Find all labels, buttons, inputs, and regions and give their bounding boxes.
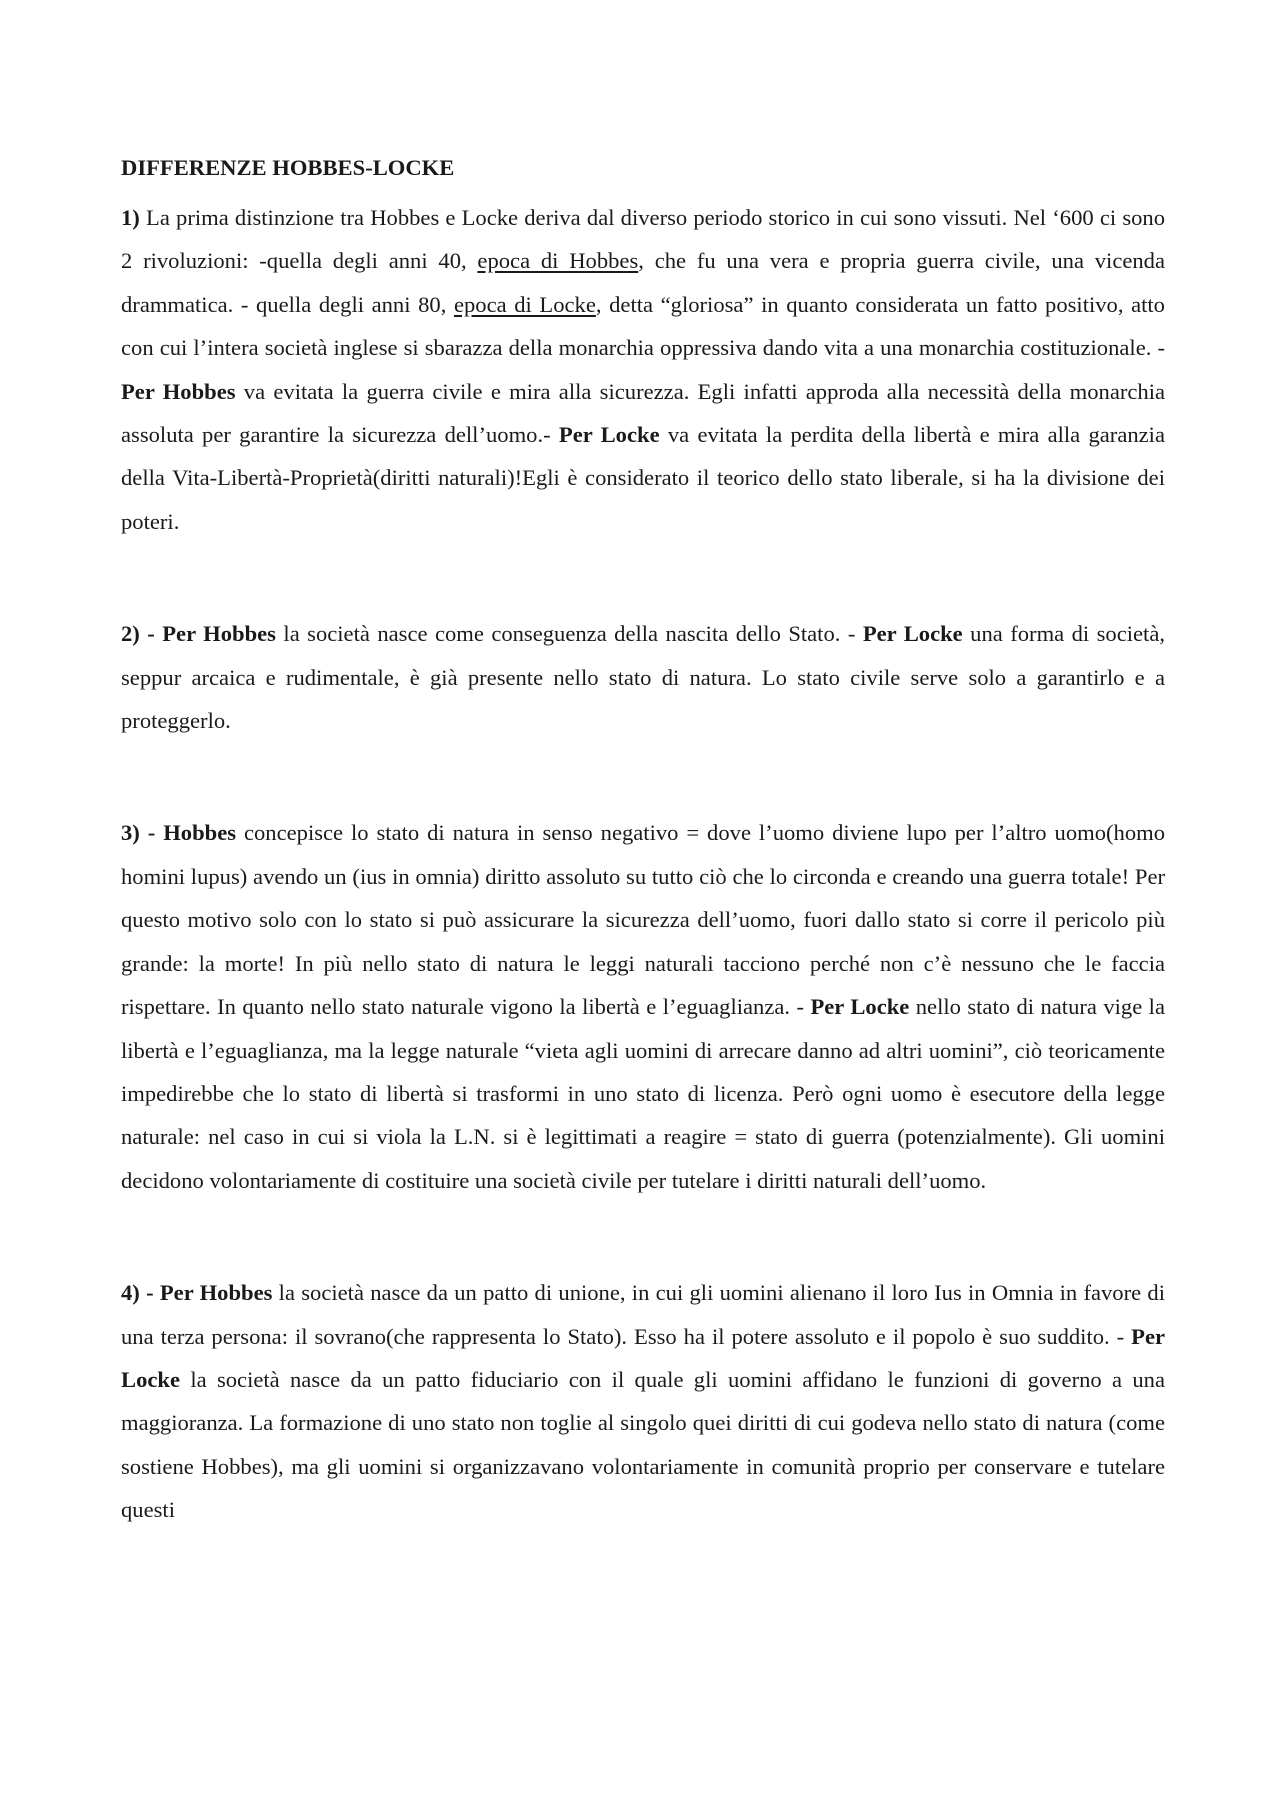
- document-body: [121, 150, 1165, 1532]
- section-text: Per Hobbes la società nasce come conseguenza della nascita dello Stato. - Per Locke una forma di società, seppur arcaica e rudimentale, è già presente nello stato di natura. Lo stato civile serve solo a garantirlo e a proteggerlo.: [121, 621, 1166, 734]
- section-text: La prima distinzione tra Hobbes e Locke deriva dal diverso periodo storico in cui sono vissuti. Nel ‘600 ci sono 2 rivoluzioni: -quella degli anni 40, epoca di Hobbes, che fu una vera e propria guerra civile, una vicenda drammatica. - quella degli anni 80, epoca di Locke, detta “gloriosa” in quanto considerata un fatto positivo, atto con cui l’intera società inglese si sbarazza della monarchia oppressiva dando vita a una monarchia costituzionale. - Per Hobbes va evitata la guerra civile e mira alla sicurezza. Egli infatti approda alla necessità della monarchia assoluta per garantire la sicurezza dell’uomo.- Per Locke va evitata la perdita della libertà e mira alla garanzia della Vita-Libertà-Proprietà(diritti naturali)!Egli è considerato il teorico dello stato liberale, si ha la divisione dei poteri.: [121, 205, 1166, 534]
- section-number: 4) -: [121, 1280, 154, 1306]
- section-number: 1): [121, 205, 140, 230]
- section-number: 2) -: [121, 621, 155, 647]
- section-3: [121, 811, 1165, 1202]
- section-2: [121, 612, 1165, 742]
- section-number: 3) -: [121, 820, 156, 846]
- document-title: DIFFERENZE HOBBES-LOCKE: [121, 155, 455, 180]
- section-1: [121, 196, 1165, 543]
- section-text: Per Hobbes la società nasce da un patto di unione, in cui gli uomini alienano il loro Ius in Omnia in favore di una terza persona: il sovrano(che rappresenta lo Stato). Esso ha il potere assoluto e il popolo è suo suddito. - Per Locke la società nasce da un patto fiduciario con il quale gli uomini affidano le funzioni di governo a una maggioranza. La formazione di uno stato non toglie al singolo quei diritti di cui godeva nello stato di natura (come sostiene Hobbes), ma gli uomini si organizzavano volontariamente in comunità proprio per conservare e tutelare questi: [121, 1280, 1165, 1523]
- section-4: [121, 1271, 1165, 1531]
- section-text: Hobbes concepisce lo stato di natura in senso negativo = dove l’uomo diviene lupo per l’altro uomo(homo homini lupus) avendo un (ius in omnia) diritto assoluto su tutto ciò che lo circonda e creando una guerra totale! Per questo motivo solo con lo stato si può assicurare la sicurezza dell’uomo, fuori dallo stato si corre il pericolo più grande: la morte! In più nello stato di natura le leggi naturali tacciono perché non c’è nessuno che le faccia rispettare. In quanto nello stato naturale vigono la libertà e l’eguaglianza. - Per Locke nello stato di natura vige la libertà e l’eguaglianza, ma la legge naturale “vieta agli uomini di arrecare danno ad altri uomini”, ciò teoricamente impedirebbe che lo stato di libertà si trasformi in uno stato di licenza. Però ogni uomo è esecutore della legge naturale: nel caso in cui si viola la L.N. si è legittimati a reagire = stato di guerra (potenzialmente). Gli uomini decidono volontariamente di costituire una società civile per tutelare i diritti naturali dell’uomo.: [121, 820, 1165, 1193]
